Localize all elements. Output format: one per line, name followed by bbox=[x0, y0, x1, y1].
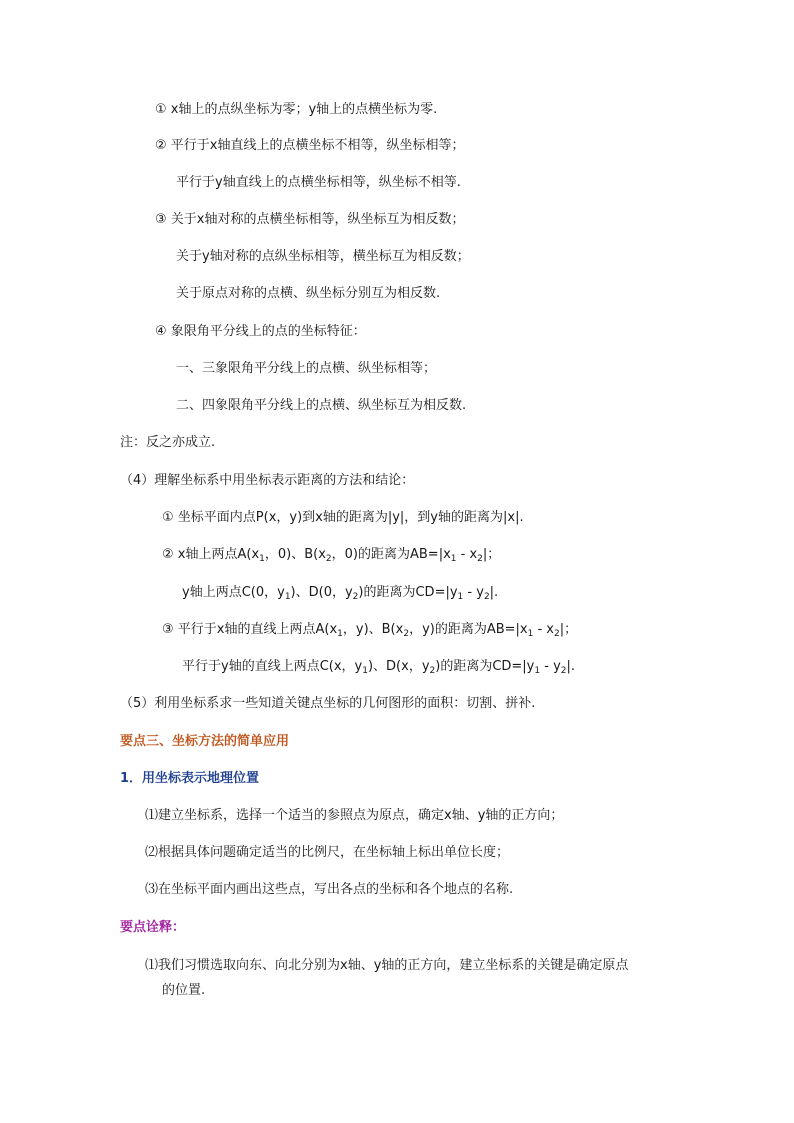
rule-parallel-y: 平行于y轴直线上的点横坐标相等，纵坐标不相等. bbox=[176, 175, 461, 190]
rule-axis-points: ① x轴上的点纵坐标为零；y轴上的点横坐标为零. bbox=[155, 102, 438, 117]
rule-symmetric-origin: 关于原点对称的点横、纵坐标分别互为相反数. bbox=[176, 286, 441, 301]
subheading-geo-location: 1．用坐标表示地理位置 bbox=[120, 771, 260, 786]
rule-parallel-x: ② 平行于x轴直线上的点横坐标不相等，纵坐标相等； bbox=[155, 138, 465, 153]
explanation-1: ⑴我们习惯选取向东、向北分别为x轴、y轴的正方向，建立坐标系的关键是确定原点 bbox=[145, 958, 629, 973]
rule-bisector-title: ④ 象限角平分线上的点的坐标特征： bbox=[155, 324, 366, 339]
rule-symmetric-x: ③ 关于x轴对称的点横坐标相等，纵坐标互为相反数； bbox=[155, 212, 465, 227]
rule-symmetric-y: 关于y轴对称的点纵坐标相等，横坐标互为相反数； bbox=[176, 249, 470, 264]
note-converse: 注：反之亦成立. bbox=[120, 435, 216, 450]
key-point-3-heading: 要点三、坐标方法的简单应用 bbox=[120, 734, 290, 749]
step-1: ⑴建立坐标系，选择一个适当的参照点为原点，确定x轴、y轴的正方向； bbox=[145, 808, 564, 823]
step-2: ⑵根据具体问题确定适当的比例尺，在坐标轴上标出单位长度； bbox=[145, 845, 510, 860]
distance-rule-2b: y轴上两点C(0，$y_1$)、D(0，$y_2$)的距离为$CD=|y_1 - y_2|$. bbox=[182, 585, 499, 602]
section-4-title: （4）理解坐标系中用坐标表示距离的方法和结论： bbox=[120, 473, 415, 488]
distance-rule-2: ② x轴上两点$A(x_1$，0)、$B(x_2$，0)的距离为$AB=|x_1 - x_2|$； bbox=[162, 547, 501, 564]
distance-rule-3: ③ 平行于x轴的直线上两点$A(x_1$，y)、$B(x_2$，y)的距离为$AB=|x_1 - x_2|$； bbox=[162, 622, 578, 639]
key-note-heading: 要点诠释： bbox=[120, 920, 186, 935]
step-3: ⑶在坐标平面内画出这些点，写出各点的坐标和各个地点的名称. bbox=[145, 882, 514, 897]
distance-rule-1: ① 坐标平面内点P(x，y)到x轴的距离为|y|，到y轴的距离为|x|. bbox=[162, 510, 524, 525]
section-5-title: （5）利用坐标系求一些知道关键点坐标的几何图形的面积：切割、拼补. bbox=[120, 696, 536, 711]
rule-bisector-2-4: 二、四象限角平分线上的点横、纵坐标互为相反数. bbox=[176, 398, 467, 413]
rule-bisector-1-3: 一、三象限角平分线上的点横、纵坐标相等； bbox=[176, 361, 437, 376]
explanation-1-cont: 的位置. bbox=[162, 983, 206, 998]
distance-rule-3b: 平行于y轴的直线上两点C(x，$y_1$)、D(x，$y_2$)的距离为$CD=|y_1 - y_2|$. bbox=[182, 659, 576, 676]
